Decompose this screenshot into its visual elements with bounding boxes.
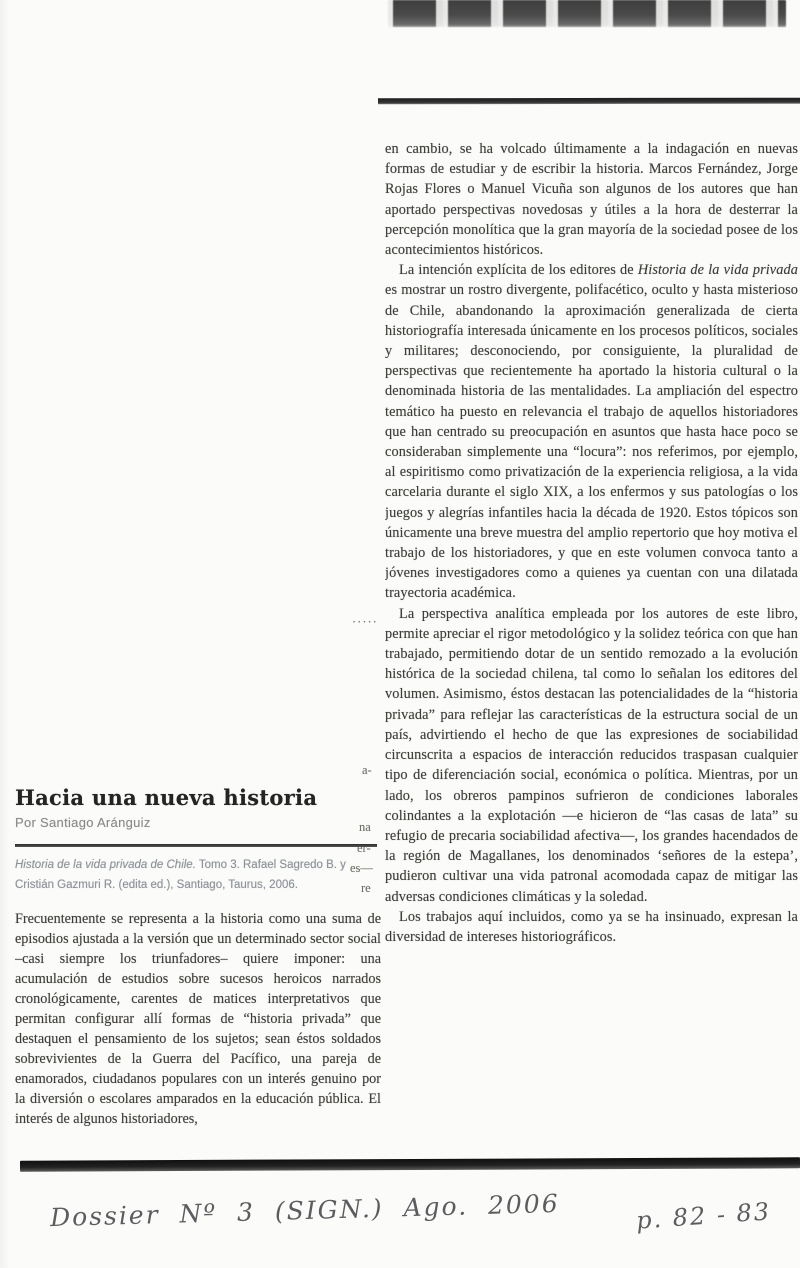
body-paragraph: Los trabajos aquí incluidos, como ya se ha insinuado, expresan la diversidad de intereses historiográficos. (385, 908, 798, 945)
article-title: Hacia una nueva historia (15, 785, 318, 810)
article-header-block (15, 786, 381, 1151)
handwritten-note-pages: p. 82 - 83 (635, 1197, 772, 1235)
citation-book-title: Historia de la vida privada de Chile. (15, 859, 196, 871)
handwritten-note-dossier: Dossier Nº 3 (SIGN.) Ago. 2006 (49, 1188, 561, 1233)
citation-details: Tomo 3. Rafael Sagredo B. y Cristián Gazmuri R. (edita ed.), Santiago, Taurus, 2006. (15, 859, 346, 891)
intro-column (15, 909, 381, 1151)
body-paragraph: La perspectiva analítica empleada por los autores de este libro, permite apreciar el rigor metodológico y la solidez teórica con que han trabajado, permitiendo dotar de un sentido remozado a la evolución histórica de la sociedad chilena, tal como lo señalan los editores del volumen. Asimismo, éstos destacan las potencialidades de la “historia privada” para reflejar las características de la estructura social de un país, advirtiendo el hecho de que las expresiones de sociabilidad circunscrita a espacios de interacción reducidos traspasan cualquier tipo de diferenciación social, económica o política. Mientras, por un lado, los obreros pampinos sufrieron de condiciones laborales colindantes a la explotación —e hicieron de “las casas de lata” su refugio de precaria sociabilidad afectiva—, los grandes hacendados de la región de Magallanes, los denominados ‘señores de la estepa’, pudieron cultivar una vida patronal acomodada capaz de mitigar las adversas condiciones climáticas y la soledad. (385, 605, 798, 905)
scan-artifact: ····· (352, 615, 378, 629)
right-text-column (385, 139, 798, 1155)
paragraph-text: La intención explícita de los editores de (399, 262, 638, 279)
body-paragraph (385, 260, 798, 603)
book-citation (15, 855, 377, 895)
book-title-italic: Historia de la vida privada (637, 262, 798, 279)
article-byline: Por Santiago Aránguiz (15, 815, 151, 830)
body-paragraph: Frecuentemente se representa a la historia como una suma de episodios ajustada a la versión que un determinado sector social –casi siempre los triunfadores– quiere imponer: una acumulación de estudios sobre sucesos heroicos narrados cronológicamente, carentes de matices interpretativos que permitan configurar allí formas de “historia privada” que destaquen el pensamiento de los sujetos; sean éstos soldados sobrevivientes de la Guerra del Pacífico, una pareja de enamorados, ciudadanos populares con un interés genuino por la diversión o escolares amparados en la educación pública. El interés de algunos historiadores, (15, 911, 381, 1127)
title-rule (15, 844, 377, 847)
paragraph-text: es mostrar un rostro divergente, polifacético, oculto y hasta misterioso de Chile, abandonando la aproximación generalizada de cierta historiografía interesada únicamente en los procesos políticos, sociales y militares; desconociendo, por consiguiente, la pluralidad de perspectivas que recientemente ha aportado la historia cultural o la denominada historia de las mentalidades. La ampliación del espectro temático ha puesto en relevancia el trabajo de aquellos historiadores que han centrado su preocupación en asuntos que hasta hace poco se consideraban simplemente una “locura”: nos referimos, por ejemplo, al espiritismo como privatización de la experiencia religiosa, a la vida carcelaria durante el siglo XIX, a los enfermos y sus patologías o los juegos y alegrías infantiles hacia la década de 1920. Estos tópicos son únicamente una breve muestra del amplio repertorio que hoy motiva el trabajo de los historiadores, y que en este volumen convoca tanto a jóvenes investigadores como a quienes ya cuentan con una dilatada trayectoria académica. (385, 282, 798, 602)
bottom-rule-bar (20, 1157, 800, 1171)
cropped-header-band (388, 0, 786, 27)
scan-artifact: er- (357, 841, 371, 855)
scan-artifact: na (359, 820, 371, 834)
column-top-rule (378, 98, 800, 105)
body-paragraph: en cambio, se ha volcado últimamente a la indagación en nuevas formas de estudiar y de escribir la historia. Marcos Fernández, Jorge Rojas Flores o Manuel Vicuña son algunos de los autores que han aportado perspectivas novedosas y útiles a la hora de desterrar la percepción monolítica que la gran mayoría de la sociedad posee de los acontecimientos históricos. (385, 141, 798, 259)
scan-artifact: a- (362, 763, 372, 777)
scan-artifact: es— (350, 861, 373, 875)
scan-artifact: re (361, 881, 371, 895)
